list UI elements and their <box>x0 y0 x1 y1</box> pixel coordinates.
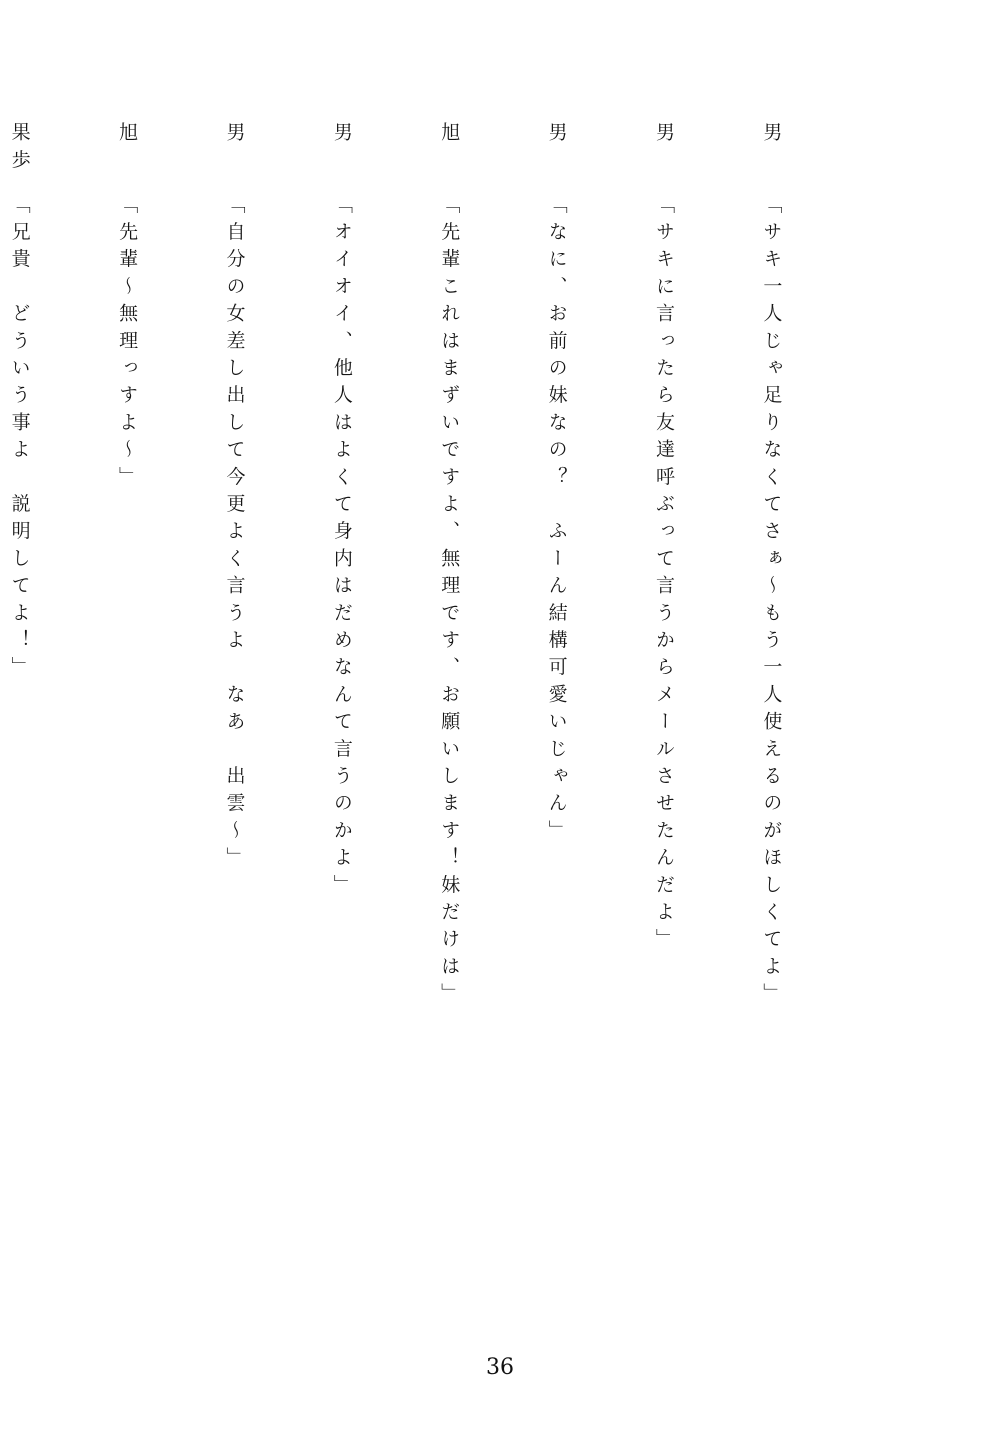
dialogue-line: 果歩 「兄貴 どういう事よ 説明してよ！」 <box>8 122 31 684</box>
dialogue-line: 旭 「先輩これはまずいですよ、無理です、お願いします！妹だけは」 <box>438 122 461 1011</box>
dialogue-line: 男 「サキ一人じゃ足りなくてさぁ〜もう一人使えるのがほしくてよ」 <box>760 122 783 1011</box>
dialogue-line: 男 「自分の女差し出して今更よく言うよ なあ 出雲〜」 <box>223 122 246 875</box>
page-number: 36 <box>486 1355 514 1380</box>
dialogue-line: 旭 「先輩〜無理っすよ〜」 <box>116 122 139 494</box>
vertical-dialogue-block <box>8 122 860 1222</box>
dialogue-line: 男 「オイオイ、他人はよくて身内はだめなんて言うのかよ」 <box>330 122 353 902</box>
dialogue-line: 男 「サキに言ったら友達呼ぶって言うからメールさせたんだよ」 <box>653 122 676 956</box>
dialogue-line: 男 「なに、お前の妹なの？ ふーん結構可愛いじゃん」 <box>545 122 568 847</box>
